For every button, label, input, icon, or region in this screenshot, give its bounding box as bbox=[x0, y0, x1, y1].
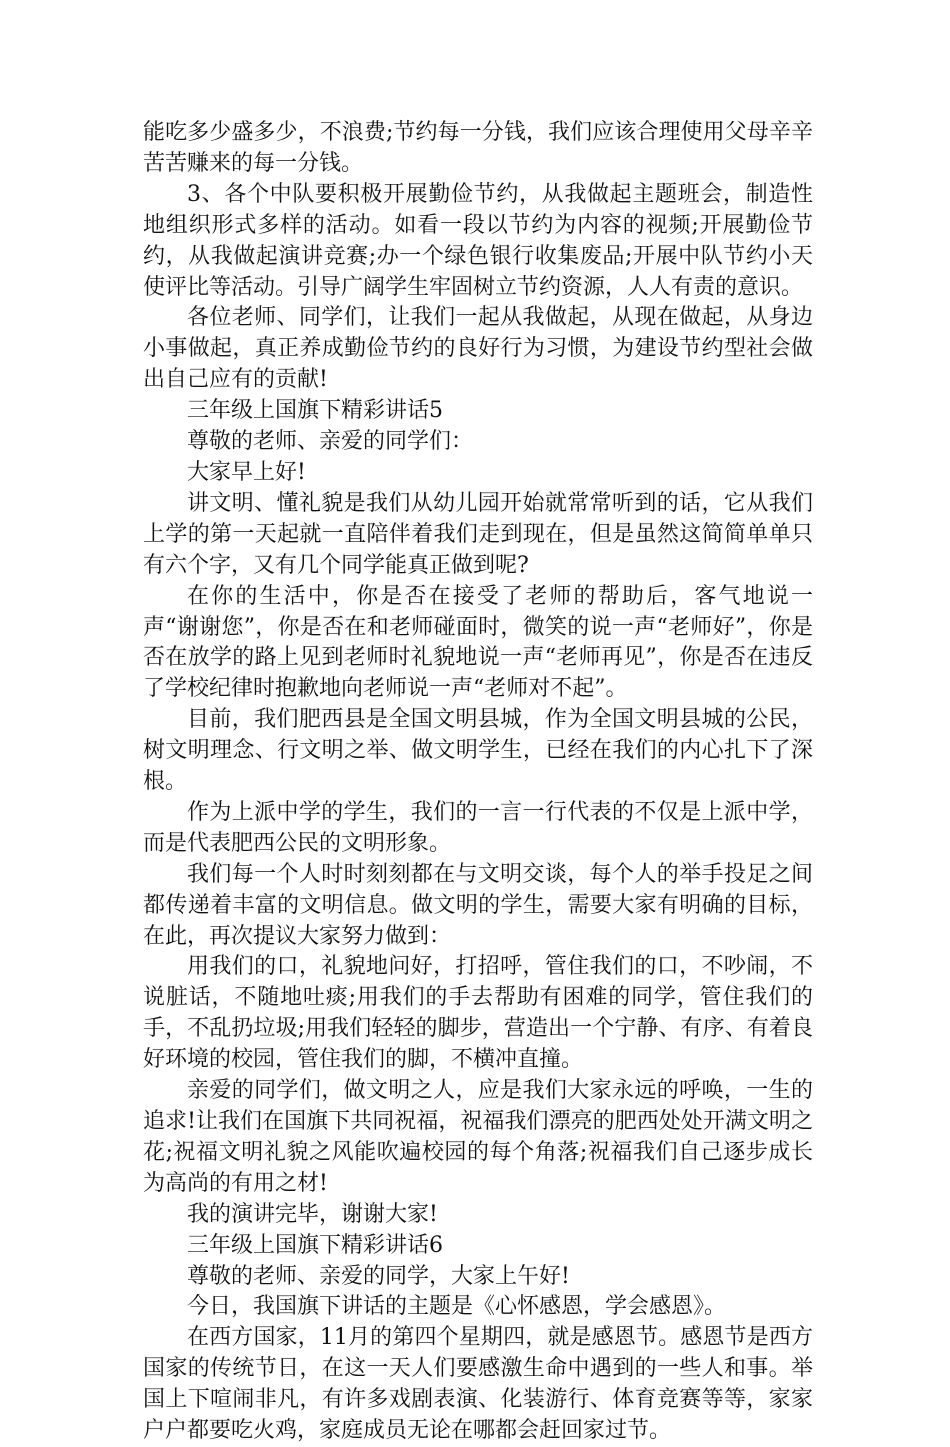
paragraph: 三年级上国旗下精彩讲话5 bbox=[187, 398, 443, 424]
paragraph: 用我们的口，礼貌地问好，打招呼，管住我们的口，不吵闹，不说脏话，不随地吐痰;用我们的手去帮助有困难的同学，管住我们的手，不乱扔垃圾;用我们轻轻的脚步，营造出一个宁静、有序、有着良好环境的校园，管住我们的脚，不横冲直撞。 bbox=[143, 954, 813, 1073]
paragraph: 亲爱的同学们，做文明之人，应是我们大家永远的呼唤，一生的追求!让我们在国旗下共同祝福，祝福我们漂亮的肥西处处开满文明之花;祝福文明礼貌之风能吹遍校园的每个角落;祝福我们自己逐步成长为高尚的有用之材! bbox=[143, 1078, 813, 1196]
paragraph: 各位老师、同学们，让我们一起从我做起，从现在做起，从身边小事做起，真正养成勤俭节约的良好行为习惯，为建设节约型社会做出自己应有的贡献! bbox=[143, 305, 813, 393]
paragraph: 今日，我国旗下讲话的主题是《心怀感恩，学会感恩》。 bbox=[187, 1294, 727, 1320]
paragraph: 3、各个中队要积极开展勤俭节约，从我做起主题班会，制造性地组织形式多样的活动。如看一段以节约为内容的视频;开展勤俭节约，从我做起演讲竞赛;办一个绿色银行收集废品;开展中队节约小天使评比等活动。引导广阔学生牢固树立节约资源，人人有责的意识。 bbox=[143, 181, 813, 300]
paragraph: 三年级上国旗下精彩讲话6 bbox=[187, 1232, 443, 1258]
paragraph: 在西方国家，11月的第四个星期四，就是感恩节。感恩节是西方国家的传统节日，在这一天人们要感激生命中遇到的一些人和事。举国上下喧闹非凡，有许多戏剧表演、化装游行、体育竞赛等等，家家户户都要吃火鸡，家庭成员无论在哪都会赶回家过节。 bbox=[143, 1325, 813, 1444]
paragraph: 尊敬的老师、亲爱的同学，大家上午好! bbox=[187, 1263, 570, 1289]
paragraph: 尊敬的老师、亲爱的同学们： bbox=[187, 429, 474, 455]
document-page bbox=[143, 118, 813, 1447]
paragraph: 目前，我们肥西县是全国文明县城，作为全国文明县城的公民，树文明理念、行文明之举、做文明学生，已经在我们的内心扎下了深根。 bbox=[143, 707, 813, 795]
paragraph: 我们每一个人时时刻刻都在与文明交谈，每个人的举手投足之间都传递着丰富的文明信息。做文明的学生，需要大家有明确的目标，在此，再次提议大家努力做到： bbox=[143, 861, 813, 949]
paragraph: 讲文明、懂礼貌是我们从幼儿园开始就常常听到的话，它从我们上学的第一天起就一直陪伴着我们走到现在，但是虽然这简简单单只有六个字，又有几个同学能真正做到呢? bbox=[143, 490, 813, 578]
paragraph: 作为上派中学的学生，我们的一言一行代表的不仅是上派中学，而是代表肥西公民的文明形象。 bbox=[143, 799, 813, 856]
paragraph: 大家早上好! bbox=[187, 459, 306, 485]
paragraph: 能吃多少盛多少，不浪费;节约每一分钱，我们应该合理使用父母辛辛苦苦赚来的每一分钱。 bbox=[143, 120, 813, 176]
paragraph: 我的演讲完毕，谢谢大家! bbox=[187, 1201, 438, 1227]
paragraph: 在你的生活中，你是否在接受了老师的帮助后，客气地说一声“谢谢您”，你是否在和老师碰面时，微笑的说一声“老师好”，你是否在放学的路上见到老师时礼貌地说一声“老师再见”，你是否在违反了学校纪律时抱歉地向老师说一声“老师对不起”。 bbox=[143, 583, 813, 702]
